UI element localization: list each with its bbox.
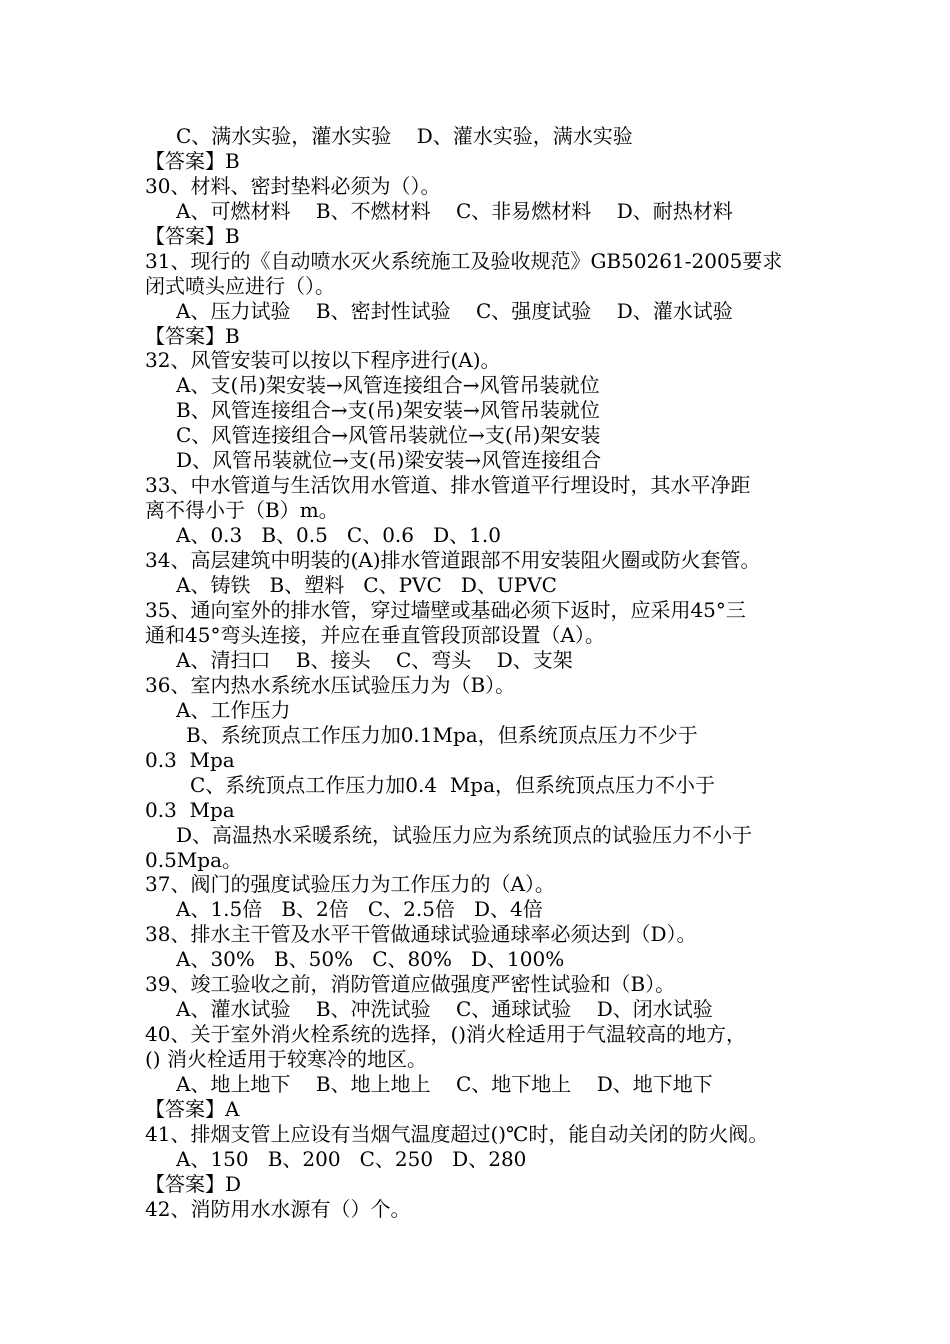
option-36-b-line2: 0.3 Mpa <box>145 748 235 772</box>
option-line-q41: A、150 B、200 C、250 D、280 <box>176 1147 527 1171</box>
question-40-line1: 40、关于室外消火栓系统的选择，()消火栓适用于气温较高的地方， <box>145 1022 747 1046</box>
option-32-d: D、风管吊装就位→支(吊)梁安装→风管连接组合 <box>176 448 602 472</box>
option-line-q38: A、30% B、50% C、80% D、100% <box>176 947 565 971</box>
option-32-c: C、风管连接组合→风管吊装就位→支(吊)架安装 <box>176 423 601 447</box>
question-35-line2: 通和45°弯头连接，并应在垂直管段顶部设置（A）。 <box>145 623 605 647</box>
option-36-c-line1: C、系统顶点工作压力加0.4 Mpa，但系统顶点压力不小于 <box>190 773 716 797</box>
question-31-line2: 闭式喷头应进行（）。 <box>145 274 335 298</box>
option-line-q29: C、满水实验，灌水实验 D、灌水实验，满水实验 <box>176 124 633 148</box>
option-line-q34: A、铸铁 B、塑料 C、PVC D、UPVC <box>176 573 557 597</box>
option-line-q39: A、灌水试验 B、冲洗试验 C、通球试验 D、闭水试验 <box>176 997 713 1021</box>
option-line-q33: A、0.3 B、0.5 C、0.6 D、1.0 <box>176 523 501 547</box>
option-36-a: A、工作压力 <box>176 698 291 722</box>
question-30: 30、材料、密封垫料必须为（）。 <box>145 174 441 198</box>
question-42: 42、消防用水水源有（）个。 <box>145 1197 411 1221</box>
option-36-b-line1: B、系统顶点工作压力加0.1Mpa，但系统顶点压力不少于 <box>186 723 698 747</box>
option-32-b: B、风管连接组合→支(吊)架安装→风管吊装就位 <box>176 398 600 422</box>
question-40-line2: () 消火栓适用于较寒冷的地区。 <box>145 1047 427 1071</box>
question-34: 34、高层建筑中明装的(A)排水管道跟部不用安装阻火圈或防火套管。 <box>145 548 761 572</box>
question-38: 38、排水主干管及水平干管做通球试验通球率必须达到（D）。 <box>145 922 697 946</box>
option-line-q35: A、清扫口 B、接头 C、弯头 D、支架 <box>176 648 573 672</box>
answer-line-q29: 【答案】B <box>145 149 240 173</box>
question-41: 41、排烟支管上应设有当烟气温度超过()℃时，能自动关闭的防火阀。 <box>145 1122 769 1146</box>
answer-line-q31: 【答案】B <box>145 324 240 348</box>
question-33-line1: 33、中水管道与生活饮用水管道、排水管道平行埋设时，其水平净距 <box>145 473 751 497</box>
answer-line-q40: 【答案】A <box>145 1097 240 1121</box>
option-line-q40: A、地上地下 B、地上地上 C、地下地上 D、地下地下 <box>176 1072 713 1096</box>
question-32: 32、风管安装可以按以下程序进行(A)。 <box>145 348 501 372</box>
option-36-d-line1: D、高温热水采暖系统，试验压力应为系统顶点的试验压力不小于 <box>176 823 753 847</box>
question-37: 37、阀门的强度试验压力为工作压力的（A）。 <box>145 872 555 896</box>
question-33-line2: 离不得小于（B）m。 <box>145 498 339 522</box>
option-36-d-line2: 0.5Mpa。 <box>145 848 243 872</box>
answer-line-q41: 【答案】D <box>145 1172 242 1196</box>
option-32-a: A、支(吊)架安装→风管连接组合→风管吊装就位 <box>176 373 600 397</box>
question-35-line1: 35、通向室外的排水管，穿过墙壁或基础必须下返时，应采用45°三 <box>145 598 746 622</box>
question-39: 39、竣工验收之前，消防管道应做强度严密性试验和（B）。 <box>145 972 676 996</box>
option-line-q31: A、压力试验 B、密封性试验 C、强度试验 D、灌水试验 <box>176 299 733 323</box>
answer-line-q30: 【答案】B <box>145 224 240 248</box>
question-36: 36、室内热水系统水压试验压力为（B）。 <box>145 673 516 697</box>
option-36-c-line2: 0.3 Mpa <box>145 798 235 822</box>
option-line-q30: A、可燃材料 B、不燃材料 C、非易燃材料 D、耐热材料 <box>176 199 733 223</box>
option-line-q37: A、1.5倍 B、2倍 C、2.5倍 D、4倍 <box>176 897 543 921</box>
question-31-line1: 31、现行的《自动喷水灭火系统施工及验收规范》GB50261-2005要求 <box>145 249 783 273</box>
